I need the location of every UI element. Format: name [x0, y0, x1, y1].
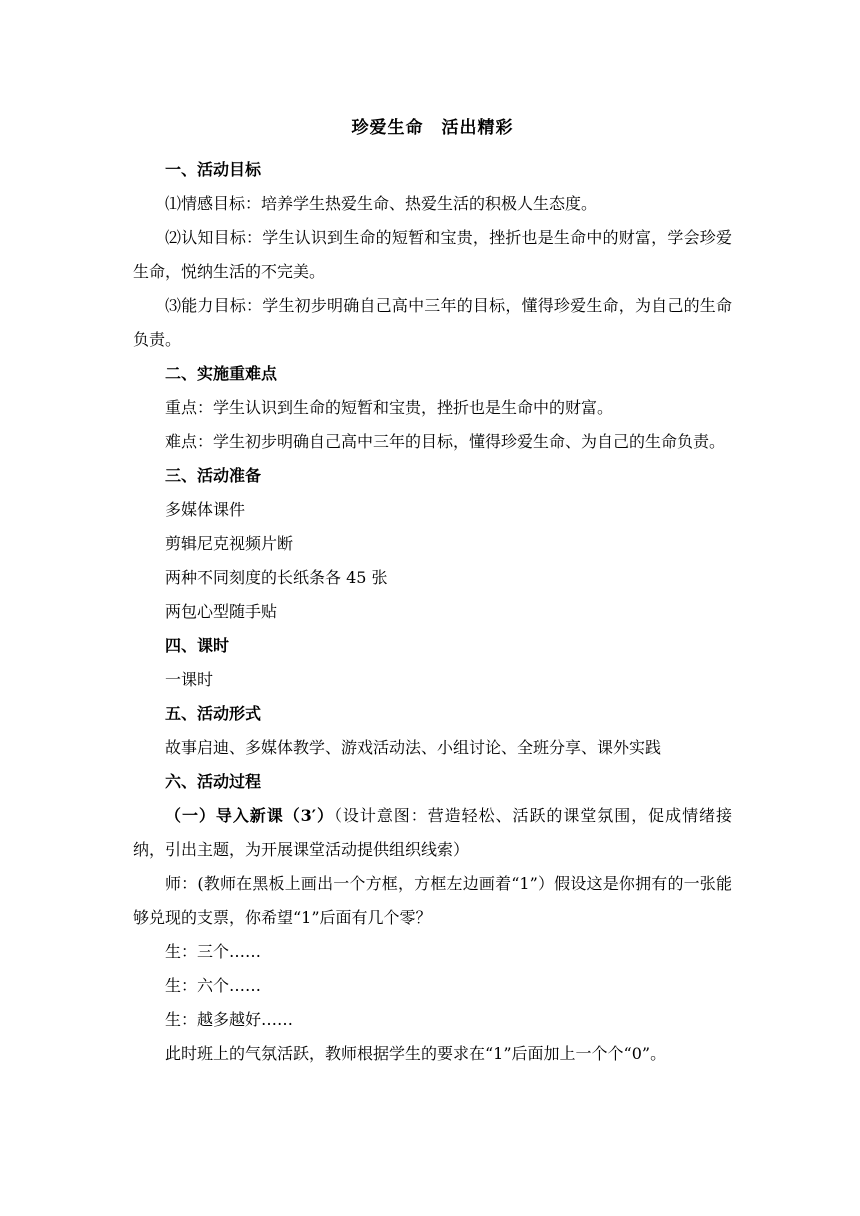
- prep-item: 多媒体课件: [165, 500, 246, 519]
- section-heading-process: 六、活动过程: [165, 772, 262, 791]
- closing-line: 此时班上的气氛活跃，教师根据学生的要求在“1”后面加上一个个“0”。: [165, 1044, 667, 1063]
- goal-cognition: ⑵认知目标：学生认识到生命的短暂和宝贵，挫折也是生命中的财富，学会珍爱生命，悦纳生活的不完美。: [133, 228, 732, 281]
- section-heading-preparation: 三、活动准备: [165, 466, 262, 485]
- hours-text: 一课时: [165, 670, 214, 689]
- student-line: 生：六个……: [165, 976, 262, 995]
- goal-ability: ⑶能力目标：学生初步明确自己高中三年的目标，懂得珍爱生命，为自己的生命负责。: [133, 296, 732, 349]
- prep-item: 两包心型随手贴: [165, 602, 278, 621]
- section-heading-key-points: 二、实施重难点: [165, 364, 278, 383]
- key-point: 重点：学生认识到生命的短暂和宝贵，挫折也是生命中的财富。: [165, 398, 614, 417]
- student-line: 生：越多越好……: [165, 1010, 294, 1029]
- section-heading-forms: 五、活动形式: [165, 704, 262, 723]
- section-heading-hours: 四、课时: [165, 636, 230, 655]
- step1-paragraph: [133, 799, 732, 867]
- prep-item: 剪辑尼克视频片断: [165, 534, 294, 553]
- prep-item: 两种不同刻度的长纸条各 45 张: [165, 568, 388, 587]
- step1-intent: （设计意图：营造轻松、活跃的课堂氛围，促成情绪接纳，引出主题，为开展课堂活动提供组织线索）: [133, 806, 732, 859]
- section-heading-goals: 一、活动目标: [165, 160, 262, 179]
- step1-heading: （一）导入新课（3′）: [165, 806, 334, 825]
- forms-text: 故事启迪、多媒体教学、游戏活动法、小组讨论、全班分享、课外实践: [165, 738, 662, 757]
- difficult-point: 难点：学生初步明确自己高中三年的目标，懂得珍爱生命、为自己的生命负责。: [165, 432, 726, 451]
- document-title: 珍爱生命 活出精彩: [351, 118, 514, 138]
- student-line: 生：三个……: [165, 942, 262, 961]
- goal-emotion: ⑴情感目标：培养学生热爱生命、热爱生活的积极人生态度。: [165, 194, 598, 213]
- teacher-line: 师：(教师在黑板上画出一个方框，方框左边画着“1”）假设这是你拥有的一张能够兑现的支票，你希望“1”后面有几个零？: [133, 874, 732, 927]
